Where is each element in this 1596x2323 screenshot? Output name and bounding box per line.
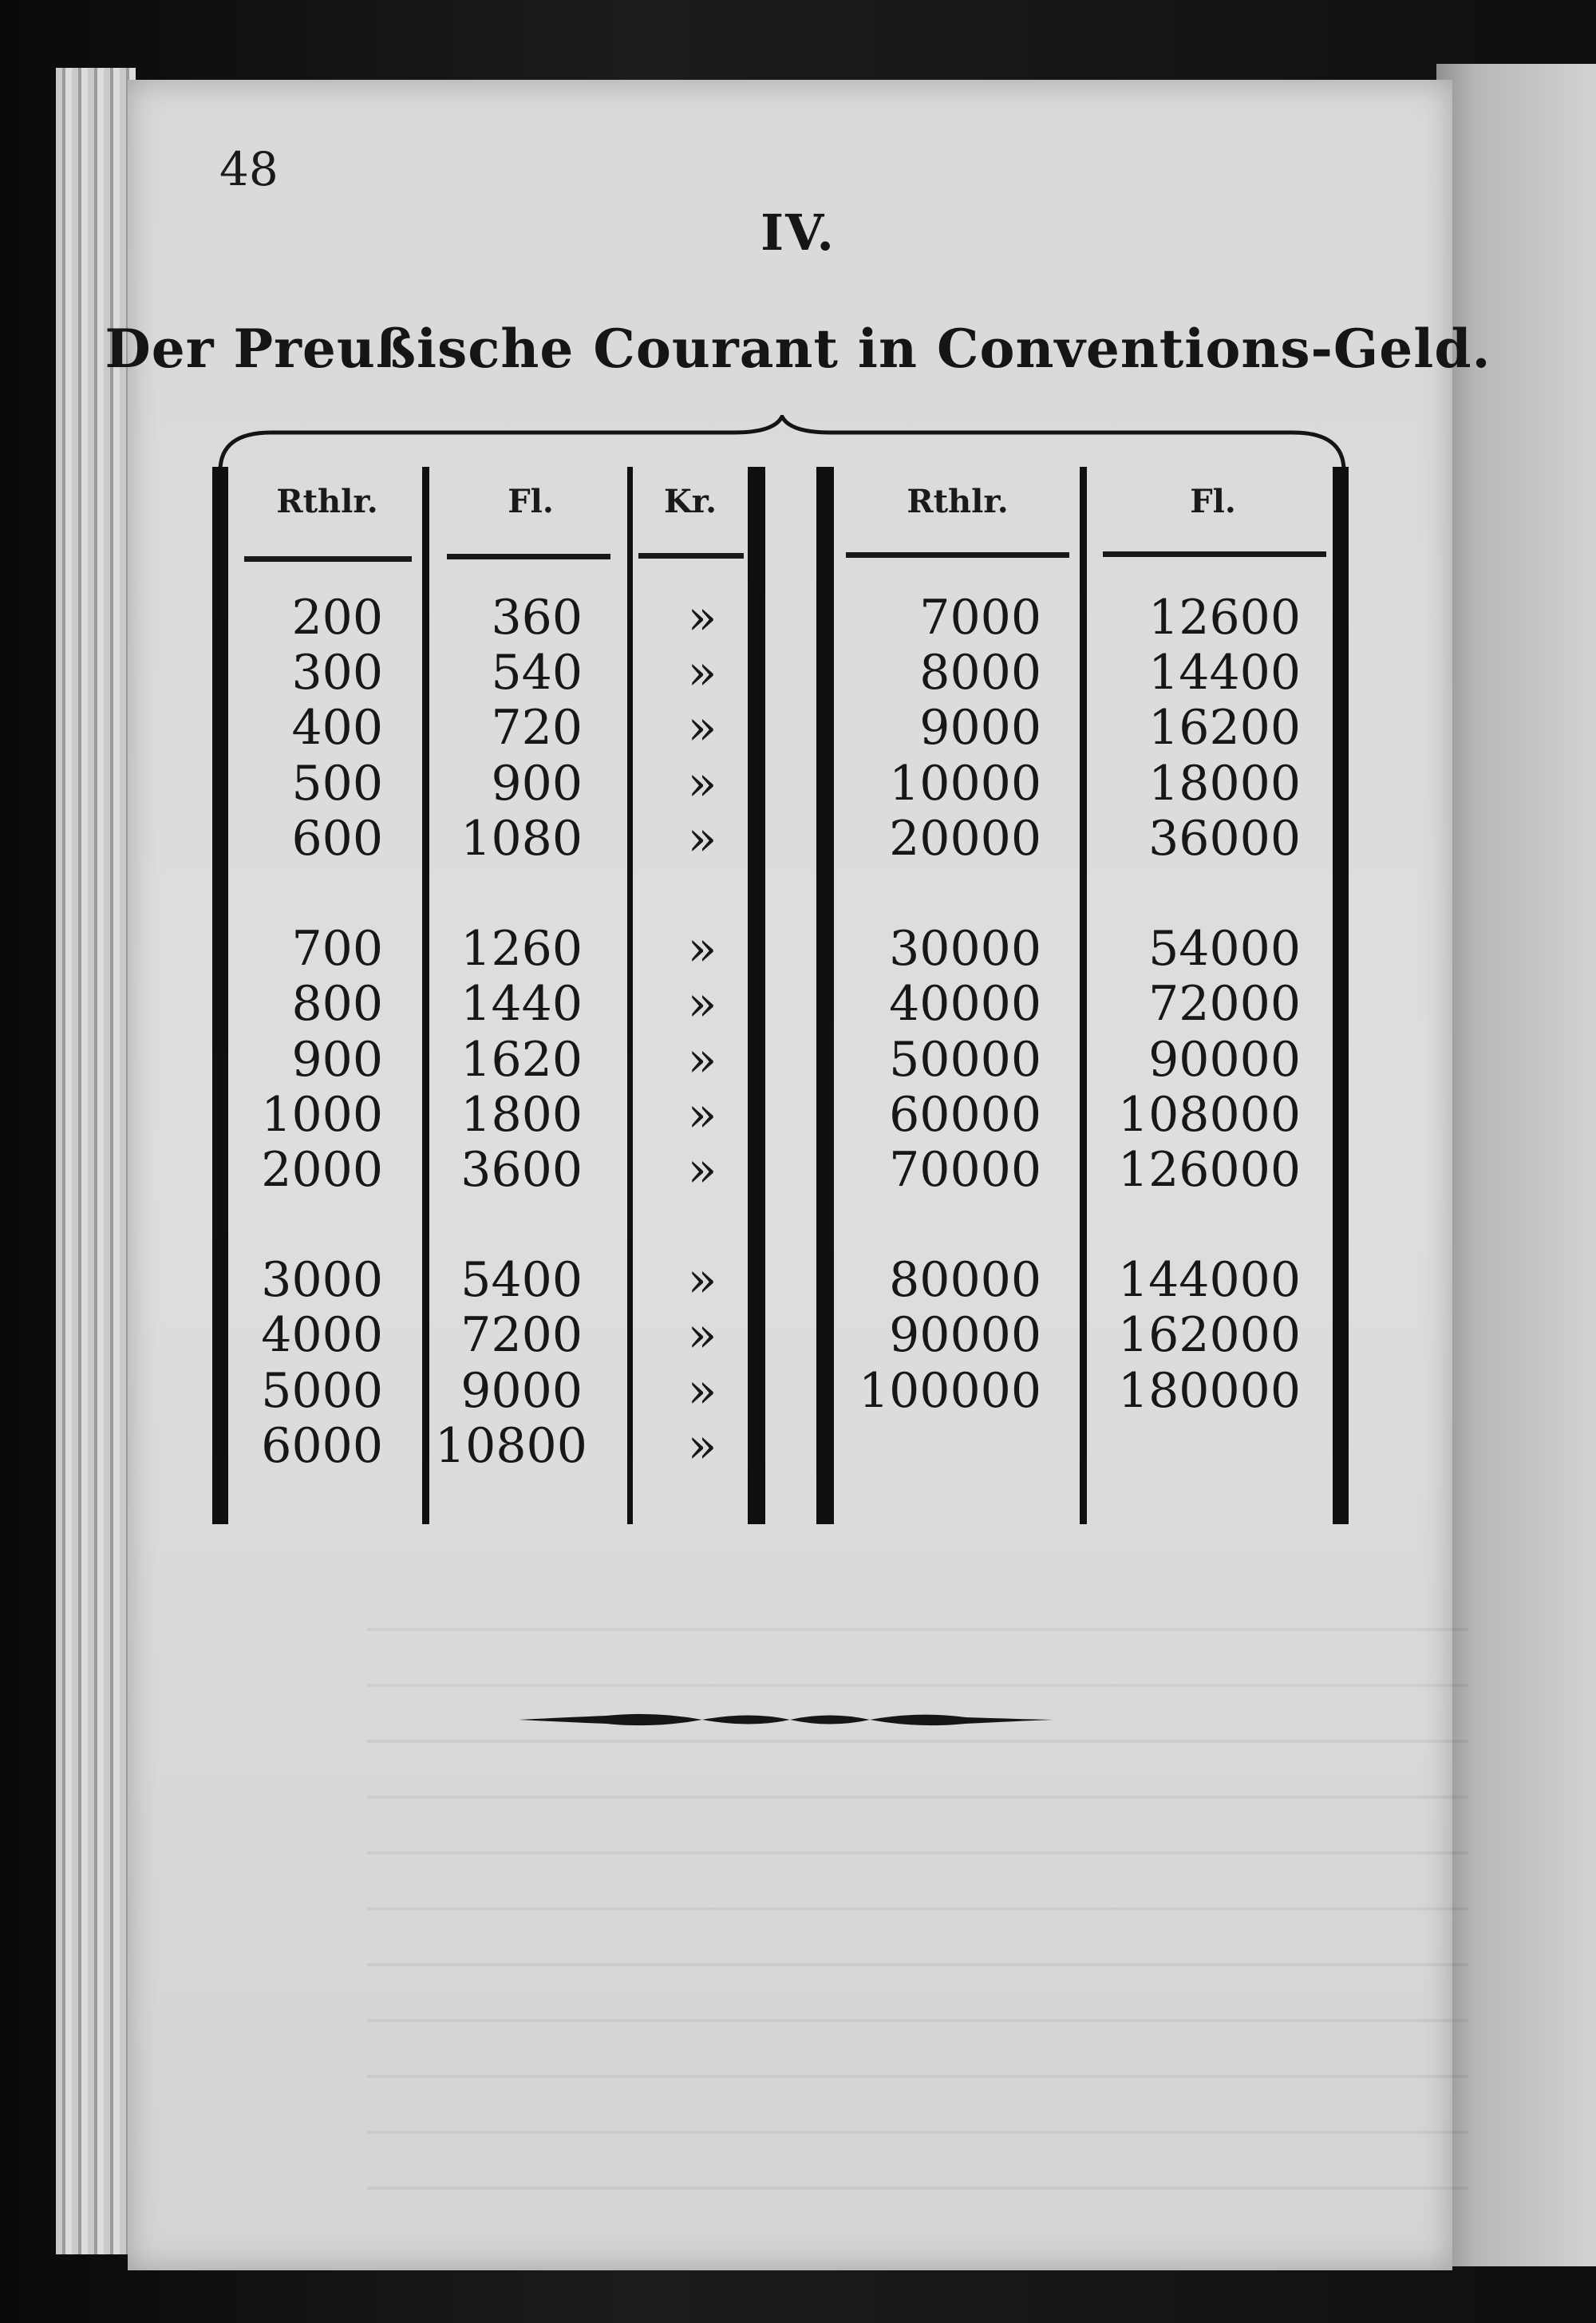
ditto-mark: » — [687, 1086, 717, 1143]
table-cell: 3600 — [460, 1141, 583, 1198]
group-spacer — [654, 867, 750, 922]
table-cell: 1440 — [460, 976, 583, 1033]
ditto-mark: » — [687, 590, 717, 646]
table-cell: 1080 — [460, 810, 583, 867]
table-cell: 80000 — [889, 1252, 1041, 1309]
table-cell: 900 — [291, 1031, 383, 1088]
table-cell: 800 — [291, 976, 383, 1033]
ditto-mark: » — [687, 1031, 717, 1088]
table-cell: 8000 — [919, 645, 1041, 701]
table-cell: 900 — [491, 755, 583, 812]
table-cell: 7200 — [460, 1307, 583, 1364]
header-underline — [447, 554, 610, 559]
center-rule-left — [748, 467, 765, 1524]
table-cell: 6000 — [261, 1417, 383, 1474]
ditto-mark: » — [687, 810, 717, 867]
table-cell: 10000 — [889, 755, 1041, 812]
column-kr — [654, 591, 750, 1474]
table-title: Der Preußische Courant in Conventions-Geld. — [105, 318, 1491, 380]
table-cell: 60000 — [889, 1086, 1041, 1143]
table-cell: 72000 — [1148, 976, 1301, 1033]
table-cell: 162000 — [1117, 1307, 1301, 1364]
table-cell: 600 — [291, 810, 383, 867]
table-cell: 144000 — [1117, 1252, 1301, 1309]
column-rthlr-left — [239, 591, 383, 1474]
group-spacer — [1105, 1198, 1301, 1253]
table-cell: 5400 — [460, 1252, 583, 1309]
table-cell: 10800 — [435, 1417, 587, 1474]
table-cell: 5000 — [261, 1362, 383, 1419]
table-cell: 1000 — [261, 1086, 383, 1143]
table-cell: 36000 — [1148, 810, 1301, 867]
header-rthlr-right: Rthlr. — [907, 483, 1009, 520]
table-cell: 9000 — [919, 700, 1041, 757]
table-cell: 70000 — [889, 1141, 1041, 1198]
ditto-mark: » — [687, 700, 717, 757]
ditto-mark: » — [687, 1307, 717, 1364]
section-numeral: IV. — [760, 203, 836, 262]
table-cell: 500 — [291, 755, 383, 812]
table-cell: 90000 — [889, 1307, 1041, 1364]
group-spacer — [654, 1198, 750, 1253]
table-cell: 200 — [291, 590, 383, 646]
header-underline — [244, 556, 412, 562]
table-cell: 3000 — [261, 1252, 383, 1309]
table-cell: 54000 — [1148, 921, 1301, 978]
table-cell: 7000 — [919, 590, 1041, 646]
ditto-mark: » — [687, 921, 717, 978]
table-cell: 180000 — [1117, 1362, 1301, 1419]
curly-brace-ornament — [215, 415, 1349, 479]
table-cell: 1260 — [460, 921, 583, 978]
ditto-mark: » — [687, 1362, 717, 1419]
table-cell: 9000 — [460, 1362, 583, 1419]
ditto-mark: » — [687, 755, 717, 812]
header-underline — [638, 553, 744, 559]
table-cell: 30000 — [889, 921, 1041, 978]
table-cell: 108000 — [1117, 1086, 1301, 1143]
ditto-mark: » — [687, 1141, 717, 1198]
header-underline — [1103, 551, 1326, 557]
table-cell: 360 — [491, 590, 583, 646]
header-fl-right: Fl. — [1190, 483, 1236, 520]
table-cell: 720 — [491, 700, 583, 757]
table-cell: 20000 — [889, 810, 1041, 867]
group-spacer — [239, 867, 383, 922]
header-kr: Kr. — [663, 483, 717, 520]
group-spacer — [435, 867, 583, 922]
table-cell: 1800 — [460, 1086, 583, 1143]
right-outer-rule — [1333, 467, 1349, 1524]
table-cell: 700 — [291, 921, 383, 978]
column-fl-right — [1105, 591, 1301, 1419]
table-cell: 400 — [291, 700, 383, 757]
group-spacer — [435, 1198, 583, 1253]
column-rthlr-right — [854, 591, 1041, 1419]
table-cell: 12600 — [1148, 590, 1301, 646]
table-cell: 300 — [291, 645, 383, 701]
table-cell: 16200 — [1148, 700, 1301, 757]
group-spacer — [854, 867, 1041, 922]
table-cell: 14400 — [1148, 645, 1301, 701]
header-underline — [846, 552, 1069, 558]
table-cell: 126000 — [1117, 1141, 1301, 1198]
group-spacer — [1105, 867, 1301, 922]
table-cell: 2000 — [261, 1141, 383, 1198]
ditto-mark: » — [687, 645, 717, 701]
center-rule-right — [816, 467, 834, 1524]
page-number: 48 — [219, 142, 279, 196]
header-rthlr-left: Rthlr. — [276, 483, 378, 520]
group-spacer — [239, 1198, 383, 1253]
column-divider — [1080, 467, 1087, 1524]
end-flourish-ornament — [519, 1708, 1053, 1732]
table-cell: 90000 — [1148, 1031, 1301, 1088]
table-cell: 4000 — [261, 1307, 383, 1364]
header-fl-left: Fl. — [508, 483, 554, 520]
table-cell: 40000 — [889, 976, 1041, 1033]
ditto-mark: » — [687, 1252, 717, 1309]
left-outer-rule — [212, 467, 228, 1524]
table-cell: 540 — [491, 645, 583, 701]
ditto-mark: » — [687, 1417, 717, 1474]
ditto-mark: » — [687, 976, 717, 1033]
book-page-edges — [56, 68, 136, 2254]
column-fl-left — [435, 590, 587, 1474]
table-cell: 50000 — [889, 1031, 1041, 1088]
group-spacer — [854, 1198, 1041, 1253]
table-cell: 1620 — [460, 1031, 583, 1088]
column-divider — [627, 467, 633, 1524]
table-cell: 100000 — [858, 1362, 1041, 1419]
show-through-bleed — [367, 1580, 1468, 2234]
table-cell: 18000 — [1148, 755, 1301, 812]
column-divider — [422, 467, 429, 1524]
